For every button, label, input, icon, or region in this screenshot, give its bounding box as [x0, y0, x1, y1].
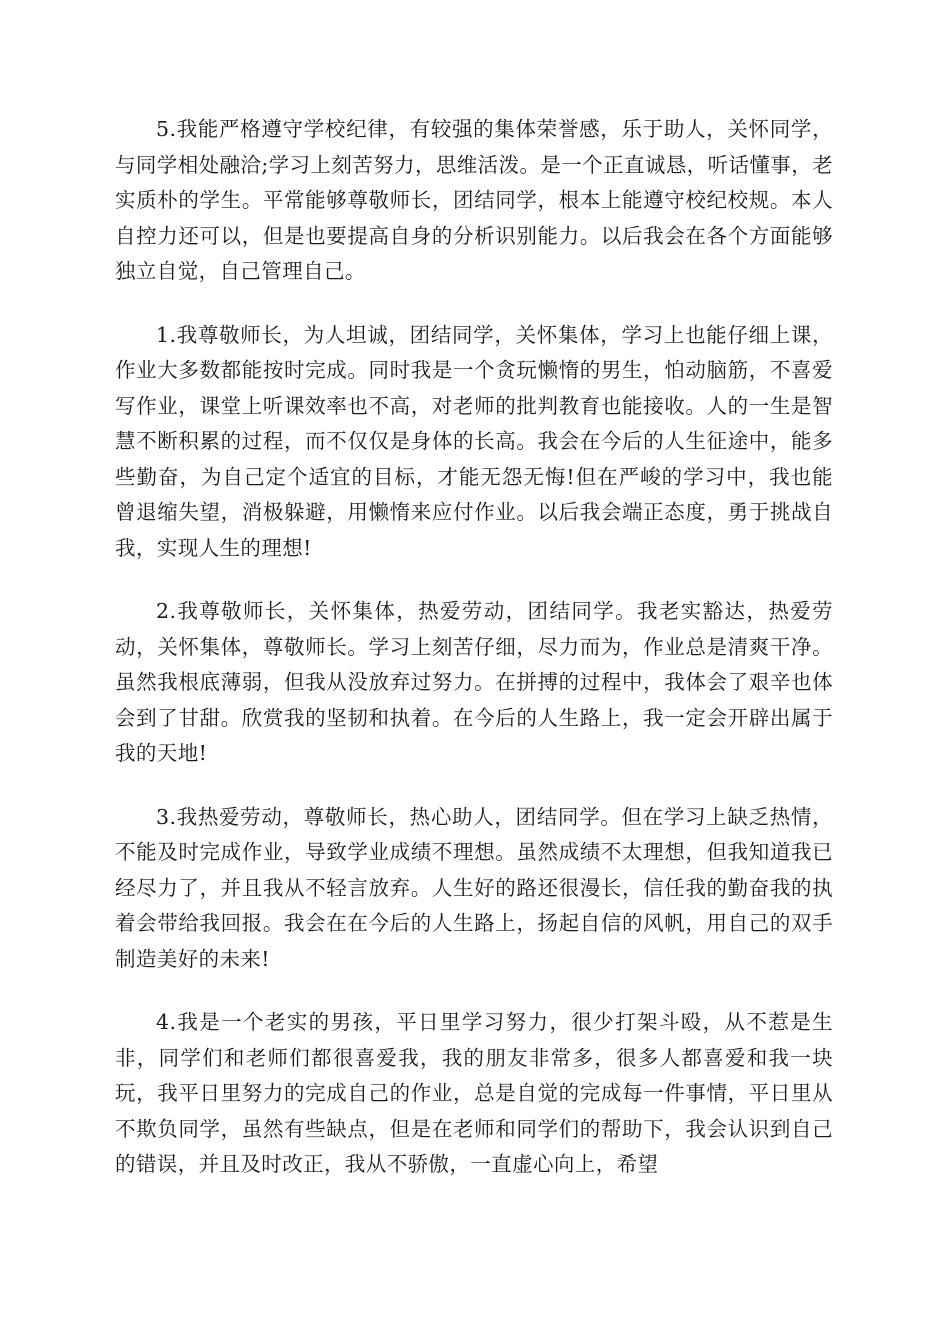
paragraph-4: 4.我是一个老实的男孩，平日里学习努力，很少打架斗殴，从不惹是生非，同学们和老师们都很喜爱我，我的朋友非常多，很多人都喜爱和我一块玩，我平日里努力的完成自己的作业，总是自觉的完成每一件事情，平日里从不欺负同学，虽然有些缺点，但是在老师和同学们的帮助下，我会认识到自己的错误，并且及时改正，我从不骄傲，一直虚心向上，希望	[115, 1010, 833, 1176]
document-body	[115, 112, 833, 1211]
paragraph-5: 5.我能严格遵守学校纪律，有较强的集体荣誉感，乐于助人，关怀同学，与同学相处融洽;学习上刻苦努力，思维活泼。是一个正直诚恳，听话懂事，老实质朴的学生。平常能够尊敬师长，团结同学，根本上能遵守校纪校规。本人自控力还可以，但是也要提高自身的分析识别能力。以后我会在各个方面能够独立自觉，自己管理自己。	[115, 117, 833, 283]
paragraph-2: 2.我尊敬师长，关怀集体，热爱劳动，团结同学。我老实豁达，热爱劳动，关怀集体，尊敬师长。学习上刻苦仔细，尽力而为，作业总是清爽干净。虽然我根底薄弱，但我从没放弃过努力。在拼搏的过程中，我体会了艰辛也体会到了甘甜。欣赏我的坚韧和执着。在今后的人生路上，我一定会开辟出属于我的天地!	[115, 599, 833, 765]
paragraph-3: 3.我热爱劳动，尊敬师长，热心助人，团结同学。但在学习上缺乏热情，不能及时完成作业，导致学业成绩不理想。虽然成绩不太理想，但我知道我已经尽力了，并且我从不轻言放弃。人生好的路还很漫长，信任我的勤奋我的执着会带给我回报。我会在在今后的人生路上，扬起自信的风帆，用自己的双手制造美好的未来!	[115, 804, 833, 971]
paragraph-1: 1.我尊敬师长，为人坦诚，团结同学，关怀集体，学习上也能仔细上课，作业大多数都能按时完成。同时我是一个贪玩懒惰的男生，怕动脑筋，不喜爱写作业，课堂上听课效率也不高，对老师的批判教育也能接收。人的一生是智慧不断积累的过程，而不仅仅是身体的长高。我会在今后的人生征途中，能多些勤奋，为自己定个适宜的目标，才能无怨无悔!但在严峻的学习中，我也能曾退缩失望，消极躲避，用懒惰来应付作业。以后我会端正态度，勇于挑战自我，实现人生的理想!	[115, 322, 833, 560]
